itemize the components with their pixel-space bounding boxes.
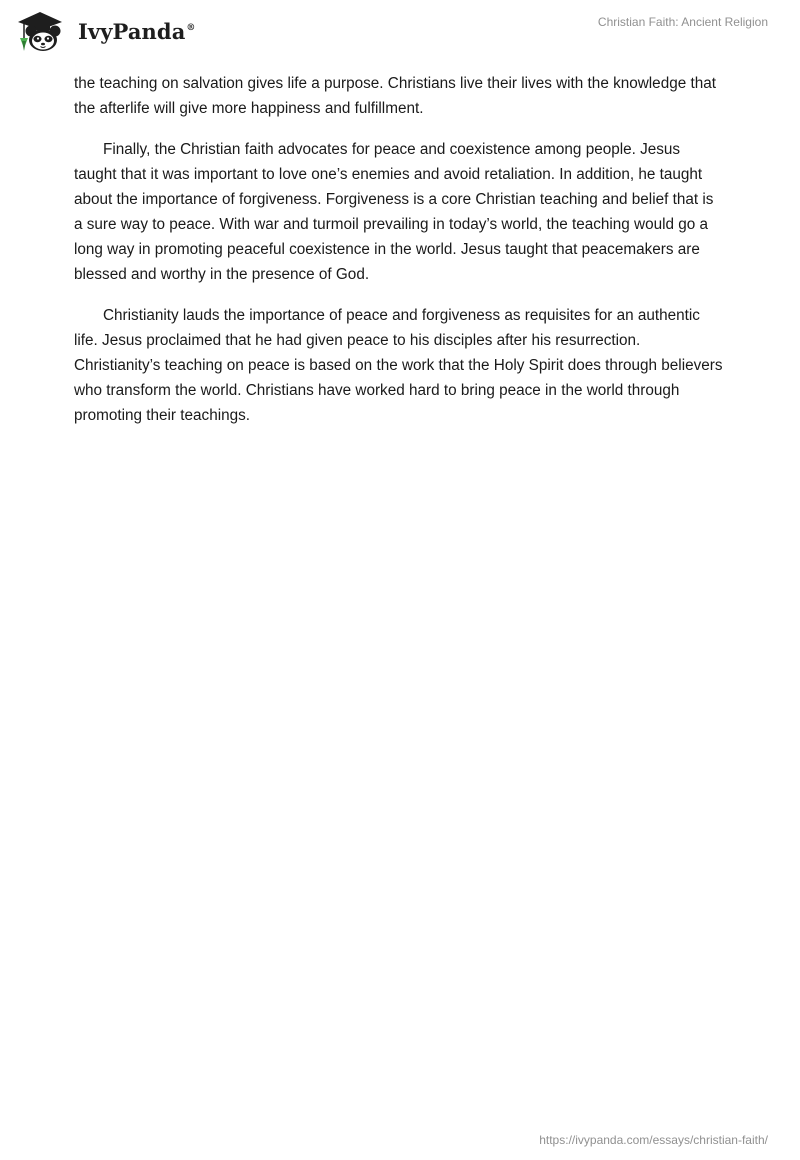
essay-body xyxy=(74,71,726,444)
paragraph: Finally, the Christian faith advocates for peace and coexistence among people. Jesus taught that it was important to love one’s enemies and avoid retaliation. In addition, he taught about the importance of forgiveness. Forgiveness is a core Christian teaching and belief that is a sure way to peace. With war and turmoil prevailing in today’s world, the teaching would go a long way in promoting peaceful coexistence in the world. Jesus taught that peacemakers are blessed and worthy in the presence of God. xyxy=(74,141,714,283)
paragraph: Christianity lauds the importance of peace and forgiveness as requisites for an authentic life. Jesus proclaimed that he had given peace to his disciples after his resurrection. Christianity’s teaching on peace is based on the work that the Holy Spirit does through believers who transform the world. Christians have worked hard to bring peace in the world through promoting their teachings. xyxy=(74,307,723,424)
brand-logo[interactable] xyxy=(14,8,196,52)
brand-name-text: IvyPanda xyxy=(78,18,186,44)
document-title: Christian Faith: Ancient Religion xyxy=(597,15,768,29)
registered-mark: ® xyxy=(186,22,196,33)
paragraph-continued: the teaching on salvation gives life a purpose. Christians live their lives with the knowledge that the afterlife will give more happiness and fulfillment. xyxy=(74,75,716,117)
panda-graduate-icon xyxy=(14,8,76,52)
brand-name xyxy=(78,19,196,44)
source-url[interactable]: https://ivypanda.com/essays/christian-faith/ xyxy=(539,1133,768,1147)
